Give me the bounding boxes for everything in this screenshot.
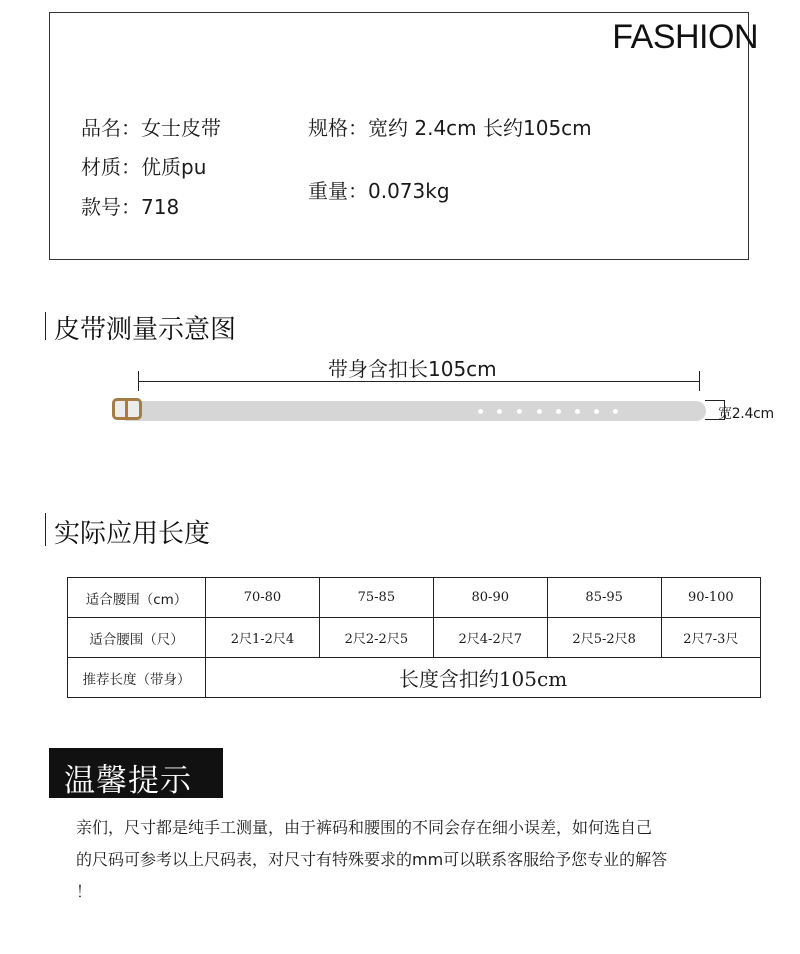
table-row [68, 618, 761, 658]
belt-hole [537, 409, 542, 414]
belt-hole [517, 409, 522, 414]
diagram-section-title: 皮带测量示意图 [54, 315, 237, 345]
tip-text-line: 亲们，尺寸都是纯手工测量，由于裤码和腰围的不同会存在细小误差，如何选自己 [76, 818, 653, 837]
table-cell: 2尺4-2尺7 [433, 618, 547, 658]
tip-title: 温馨提示 [64, 763, 192, 799]
table-cell: 85-95 [547, 578, 661, 618]
belt-hole [613, 409, 618, 414]
product-spec: 规格：宽约 2.4cm 长约105cm [308, 116, 592, 140]
tip-text-line: 的尺码可参考以上尺码表，对尺寸有特殊要求的mm可以联系客服给予您专业的解答 [76, 850, 668, 869]
table-cell: 2尺5-2尺8 [547, 618, 661, 658]
product-weight: 重量：0.073kg [308, 179, 450, 203]
table-cell: 2尺2-2尺5 [319, 618, 433, 658]
measure-tick-right [699, 371, 700, 391]
belt-hole [556, 409, 561, 414]
brand-title: FASHION [612, 18, 758, 56]
table-cell: 2尺1-2尺4 [206, 618, 320, 658]
product-material: 材质：优质pu [81, 155, 207, 179]
length-measure-line [138, 381, 700, 382]
belt-hole [478, 409, 483, 414]
row-header-waist-chi: 适合腰围（尺） [68, 618, 206, 658]
section-marker [45, 312, 46, 340]
usage-section-title: 实际应用长度 [54, 519, 211, 549]
table-cell: 2尺7-3尺 [661, 618, 760, 658]
row-header-recommended-length: 推荐长度（带身） [68, 658, 206, 698]
table-cell: 90-100 [661, 578, 760, 618]
belt-hole [594, 409, 599, 414]
recommended-length-value: 长度含扣约105cm [206, 658, 761, 698]
table-row [68, 578, 761, 618]
belt-width-label: 宽2.4cm [718, 406, 774, 422]
belt-hole [497, 409, 502, 414]
table-cell: 70-80 [206, 578, 320, 618]
product-name: 品名：女士皮带 [81, 116, 221, 140]
belt-hole [575, 409, 580, 414]
product-model: 款号：718 [81, 195, 180, 219]
tip-text-line: ！ [76, 882, 93, 901]
buckle-prong-icon [125, 398, 128, 420]
measure-tick-left [138, 371, 139, 391]
table-cell: 80-90 [433, 578, 547, 618]
table-cell: 75-85 [319, 578, 433, 618]
row-header-waist-cm: 适合腰围（cm） [68, 578, 206, 618]
section-marker [45, 513, 46, 546]
belt-length-label: 带身含扣长105cm [328, 357, 497, 381]
table-row [68, 658, 761, 698]
size-table [67, 577, 761, 698]
